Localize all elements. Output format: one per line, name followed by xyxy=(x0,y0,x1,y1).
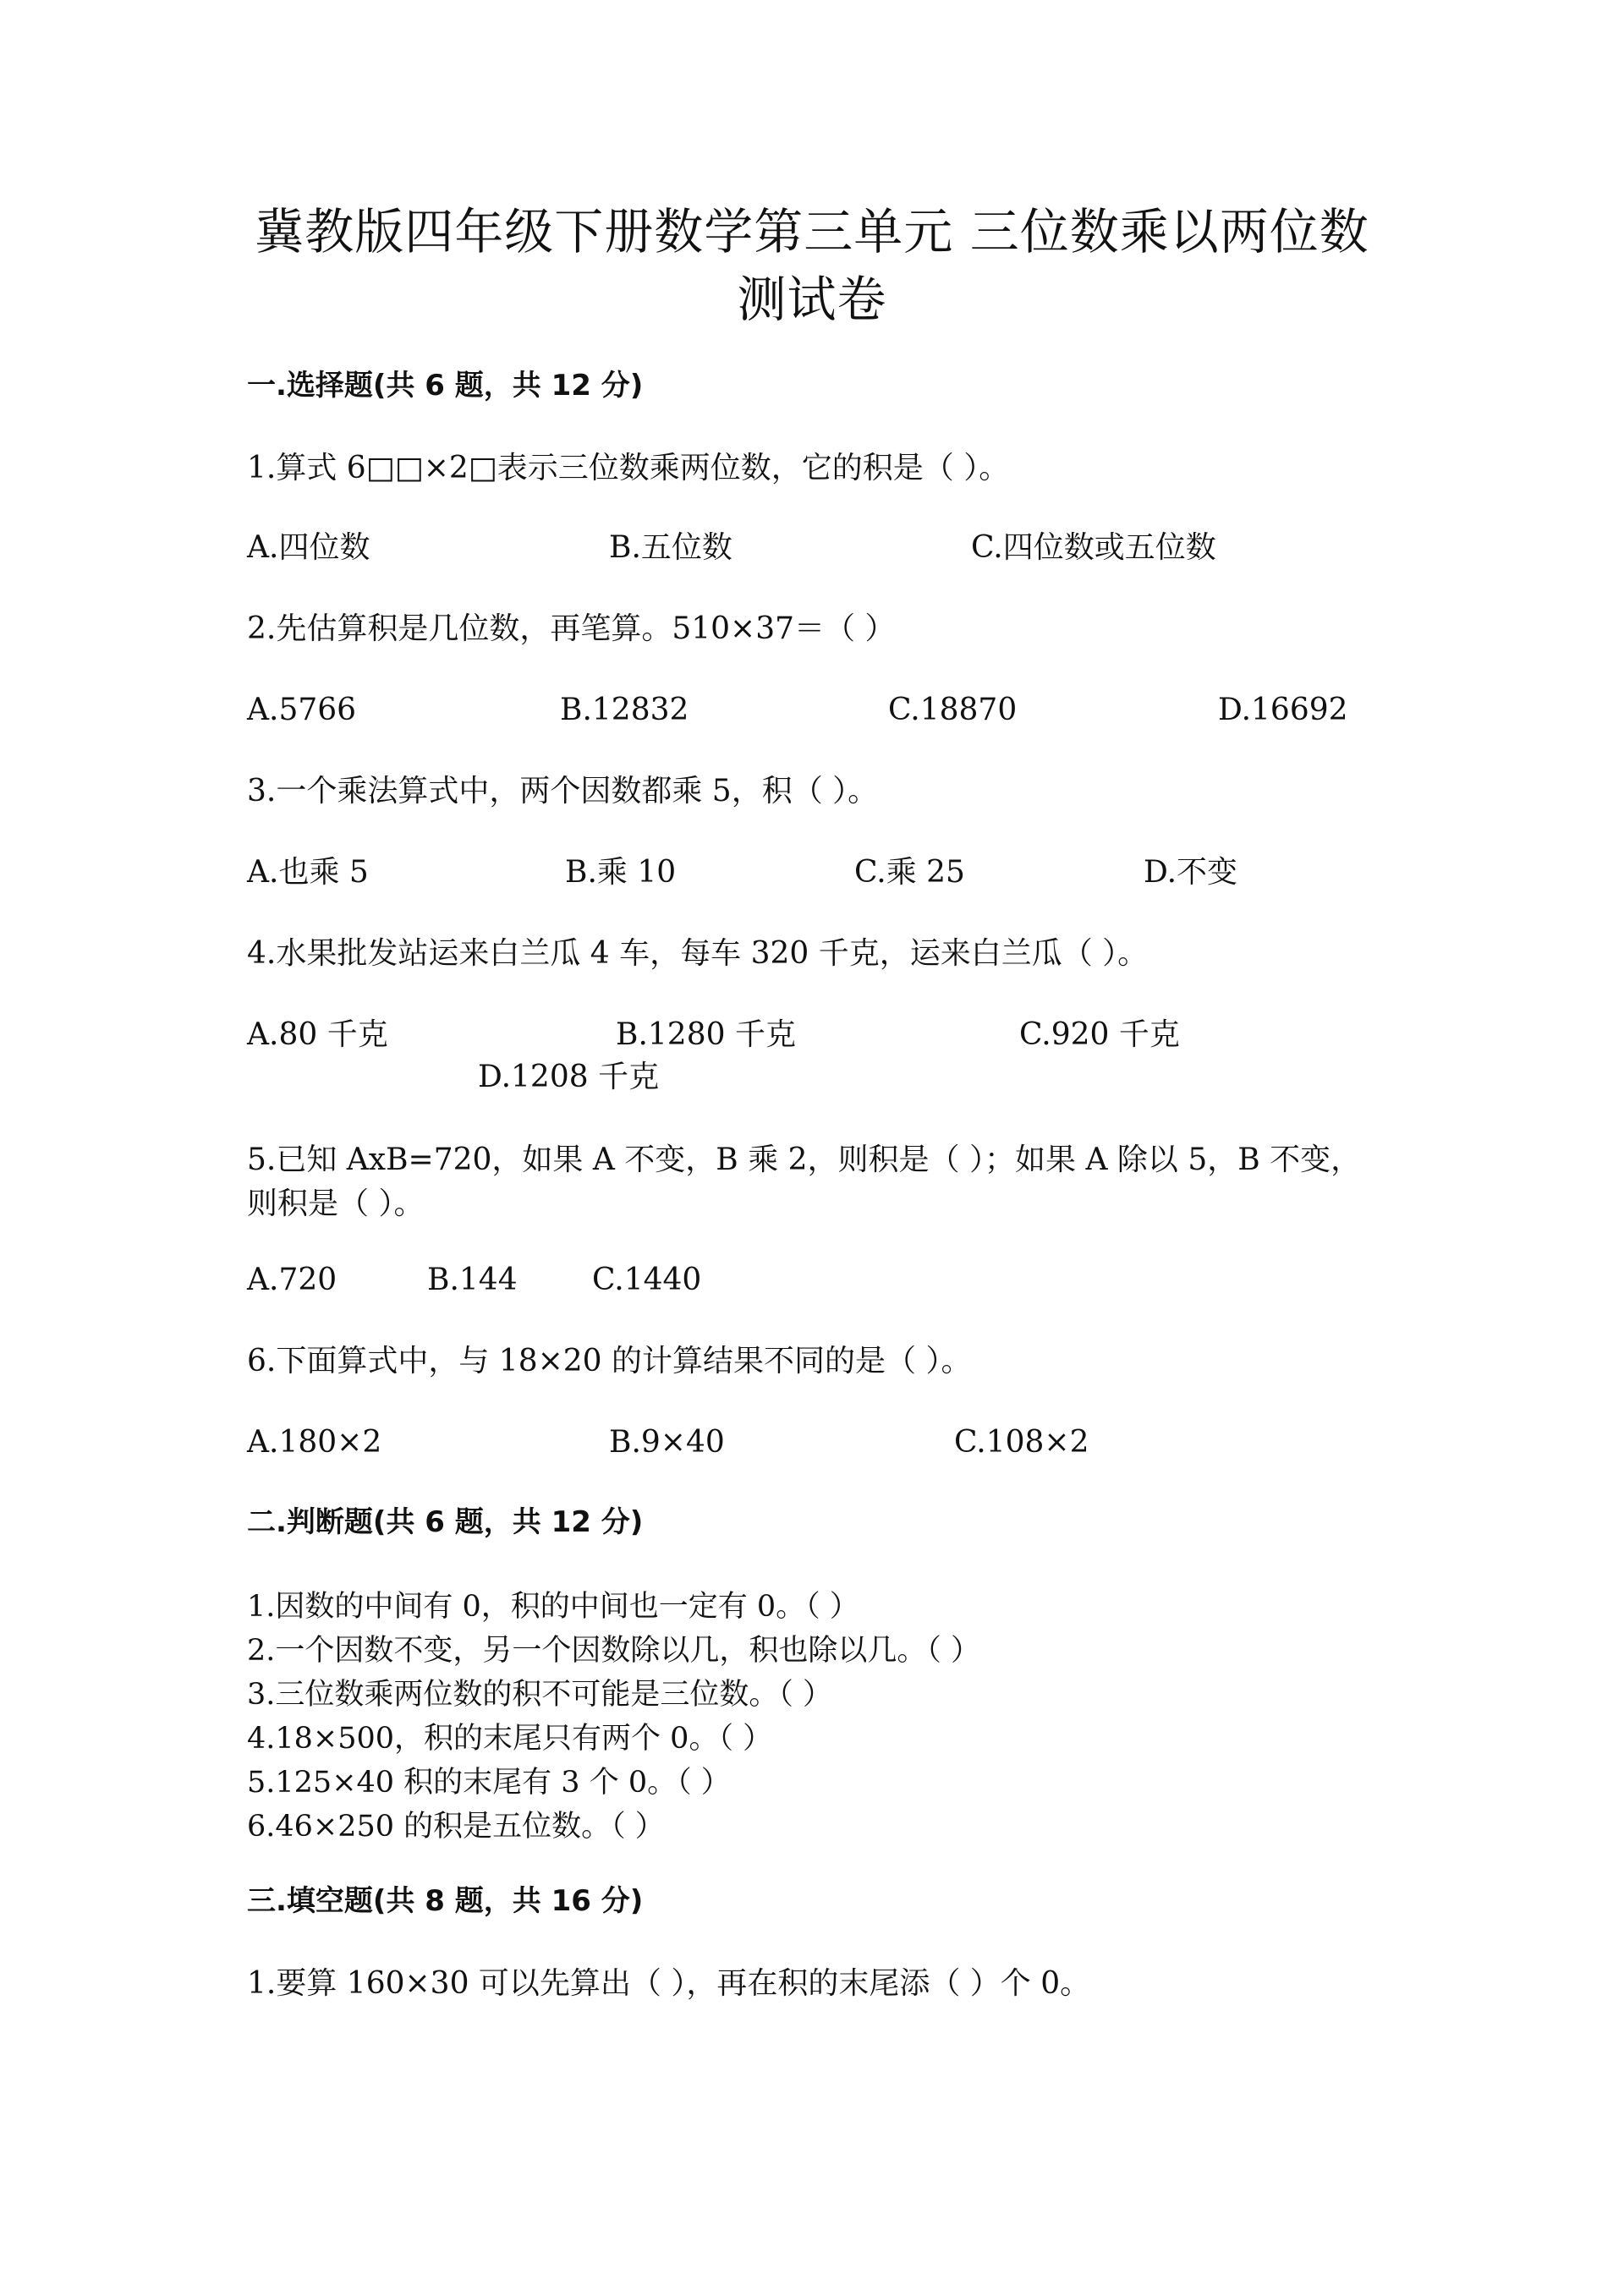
option-c: C.920 千克 xyxy=(1019,1017,1180,1052)
judge-item: 1.因数的中间有 0，积的中间也一定有 0。（ ） xyxy=(247,1590,859,1624)
question-text: 6.下面算式中，与 18×20 的计算结果不同的是（ ）。 xyxy=(247,1344,972,1378)
question-text: 2.先估算积是几位数，再笔算。510×37＝（ ） xyxy=(247,611,896,646)
page-title: 冀教版四年级下册数学第三单元 三位数乘以两位数 xyxy=(255,203,1369,260)
option-c: C.18870 xyxy=(888,693,1018,727)
question-text: 3.一个乘法算式中，两个因数都乘 5，积（ ）。 xyxy=(247,774,879,808)
page-title-line2: 测试卷 xyxy=(737,271,887,328)
section-heading-choice: 一.选择题(共 6 题，共 12 分) xyxy=(247,369,644,403)
option-d: D.16692 xyxy=(1218,693,1348,727)
option-c: C.108×2 xyxy=(954,1425,1089,1460)
judge-item: 5.125×40 积的末尾有 3 个 0。（ ） xyxy=(247,1766,731,1800)
option-b: B.五位数 xyxy=(609,530,732,565)
question-text: 1.算式 6□□×2□表示三位数乘两位数，它的积是（ ）。 xyxy=(247,451,1010,485)
option-b: B.9×40 xyxy=(609,1425,725,1460)
option-a: A.5766 xyxy=(247,693,357,727)
judge-item: 4.18×500，积的末尾只有两个 0。（ ） xyxy=(247,1722,773,1756)
option-b: B.乘 10 xyxy=(565,855,677,890)
question-text: 1.要算 160×30 可以先算出（ ），再在积的末尾添（ ）个 0。 xyxy=(247,1966,1091,2001)
option-c: C.乘 25 xyxy=(854,855,965,890)
option-b: B.1280 千克 xyxy=(616,1017,796,1052)
section-heading-judge: 二.判断题(共 6 题，共 12 分) xyxy=(247,1505,644,1539)
option-a: A.四位数 xyxy=(247,530,370,565)
option-a: A.80 千克 xyxy=(247,1017,388,1052)
option-b: B.12832 xyxy=(560,693,689,727)
question-text: 4.水果批发站运来白兰瓜 4 车，每车 320 千克，运来白兰瓜（ ）。 xyxy=(247,936,1149,971)
judge-item: 2.一个因数不变，另一个因数除以几，积也除以几。（ ） xyxy=(247,1634,981,1668)
option-a: A.也乘 5 xyxy=(247,855,369,890)
option-c: C.四位数或五位数 xyxy=(971,530,1216,565)
option-d: D.1208 千克 xyxy=(478,1060,660,1094)
judge-item: 6.46×250 的积是五位数。（ ） xyxy=(247,1810,665,1844)
question-text: 5.已知 AxB=720，如果 A 不变，B 乘 2，则积是（ ）；如果 A 除以 5，B 不变，则积是（ ）。 xyxy=(247,1143,1362,1221)
option-d: D.不变 xyxy=(1144,855,1238,890)
option-b: B.144 xyxy=(427,1263,518,1297)
option-a: A.180×2 xyxy=(247,1425,382,1460)
option-a: A.720 xyxy=(247,1263,337,1297)
option-c: C.1440 xyxy=(592,1263,702,1297)
section-heading-fill: 三.填空题(共 8 题，共 16 分) xyxy=(247,1884,644,1918)
judge-item: 3.三位数乘两位数的积不可能是三位数。（ ） xyxy=(247,1678,833,1712)
